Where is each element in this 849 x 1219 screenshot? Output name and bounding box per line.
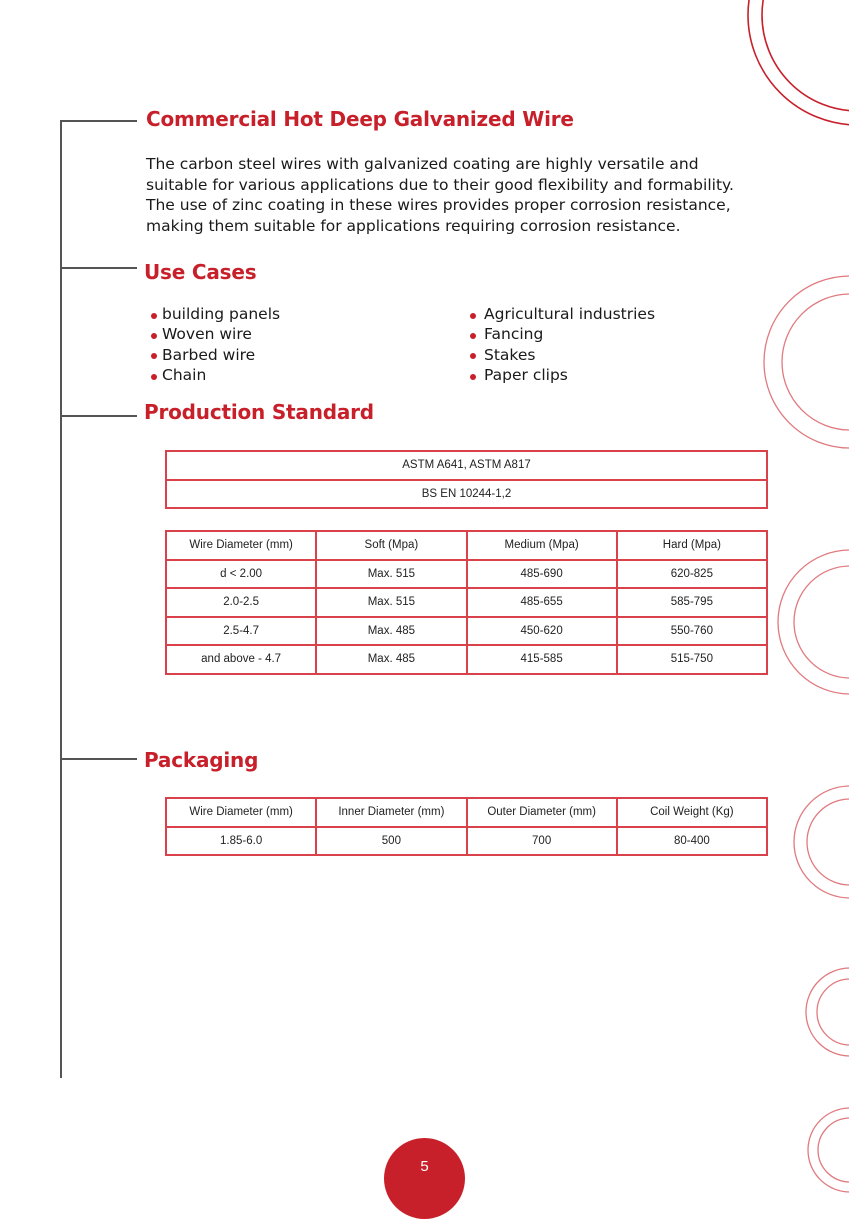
table-header-cell: Inner Diameter (mm) [317, 799, 467, 828]
list-item-label: Paper clips [484, 365, 568, 384]
table-header-cell: Soft (Mpa) [317, 532, 467, 561]
standards-table [165, 450, 768, 509]
page-number-badge [384, 1138, 465, 1219]
table-cell: 515-750 [618, 646, 768, 675]
table-cell: 2.0-2.5 [167, 589, 317, 618]
list-item [470, 365, 655, 385]
page-number: 5 [420, 1158, 429, 1175]
table-cell: and above - 4.7 [167, 646, 317, 675]
list-item-label: Fancing [484, 325, 544, 344]
table-cell: 415-585 [468, 646, 618, 675]
list-item [151, 365, 280, 385]
table-cell: ASTM A641, ASTM A817 [167, 452, 768, 481]
section-title-commercial: Commercial Hot Deep Galvanized Wire [146, 107, 574, 131]
list-item-label: Stakes [484, 345, 536, 364]
bullet-icon [151, 313, 157, 319]
table-header-cell: Wire Diameter (mm) [167, 532, 317, 561]
use-cases-list-left [151, 304, 280, 385]
table-cell: 80-400 [618, 828, 768, 857]
table-header-cell: Medium (Mpa) [468, 532, 618, 561]
bullet-icon [470, 353, 476, 359]
bullet-icon [151, 333, 157, 339]
list-item-label: Barbed wire [162, 345, 256, 364]
table-header-row [167, 532, 768, 561]
corner-circles-icon [748, 0, 849, 125]
table-cell: 485-690 [468, 561, 618, 590]
table-cell: d < 2.00 [167, 561, 317, 590]
strength-table [165, 530, 768, 675]
table-cell: Max. 485 [317, 618, 467, 647]
intro-paragraph: The carbon steel wires with galvanized coating are highly versatile and suitable for various applications due to their good flexibility and formability. [146, 155, 734, 194]
section-title-packaging: Packaging [144, 748, 259, 772]
table-cell: 700 [468, 828, 618, 857]
list-item [470, 345, 655, 365]
section-title-use-cases: Use Cases [144, 260, 257, 284]
table-cell: BS EN 10244-1,2 [167, 481, 768, 510]
table-row [167, 618, 768, 647]
table-header-cell: Hard (Mpa) [618, 532, 768, 561]
table-header-cell: Coil Weight (Kg) [618, 799, 768, 828]
table-cell: Max. 515 [317, 589, 467, 618]
table-cell: 500 [317, 828, 467, 857]
intro-text [146, 154, 756, 236]
table-cell: 2.5-4.7 [167, 618, 317, 647]
list-item-label: Chain [162, 365, 207, 384]
side-circles-icon [764, 276, 849, 1192]
packaging-table [165, 797, 768, 856]
table-row [167, 561, 768, 590]
table-row [167, 589, 768, 618]
list-item [151, 345, 280, 365]
timeline-bracket [61, 120, 137, 1078]
table-row [167, 452, 768, 481]
table-cell: 620-825 [618, 561, 768, 590]
list-item [470, 304, 655, 324]
table-cell: 550-760 [618, 618, 768, 647]
section-title-production: Production Standard [144, 400, 374, 424]
table-cell: 485-655 [468, 589, 618, 618]
table-row [167, 828, 768, 857]
intro-paragraph: The use of zinc coating in these wires provides proper corrosion resistance, making them suitable for applications requiring corrosion resistance. [146, 196, 731, 235]
list-item [151, 304, 280, 324]
table-row [167, 481, 768, 510]
bullet-icon [470, 313, 476, 319]
list-item [151, 324, 280, 344]
table-cell: 1.85-6.0 [167, 828, 317, 857]
table-cell: 450-620 [468, 618, 618, 647]
table-row [167, 646, 768, 675]
list-item-label: Agricultural industries [484, 305, 656, 323]
bullet-icon [151, 353, 157, 359]
list-item [470, 324, 655, 344]
table-header-cell: Outer Diameter (mm) [468, 799, 618, 828]
bullet-icon [470, 333, 476, 339]
bullet-icon [151, 374, 157, 380]
list-item-label: building panels [162, 305, 281, 323]
bullet-icon [470, 374, 476, 380]
use-cases-list-right [470, 304, 655, 385]
table-header-row [167, 799, 768, 828]
table-cell: 585-795 [618, 589, 768, 618]
table-cell: Max. 515 [317, 561, 467, 590]
table-cell: Max. 485 [317, 646, 467, 675]
list-item-label: Woven wire [162, 325, 252, 344]
table-header-cell: Wire Diameter (mm) [167, 799, 317, 828]
